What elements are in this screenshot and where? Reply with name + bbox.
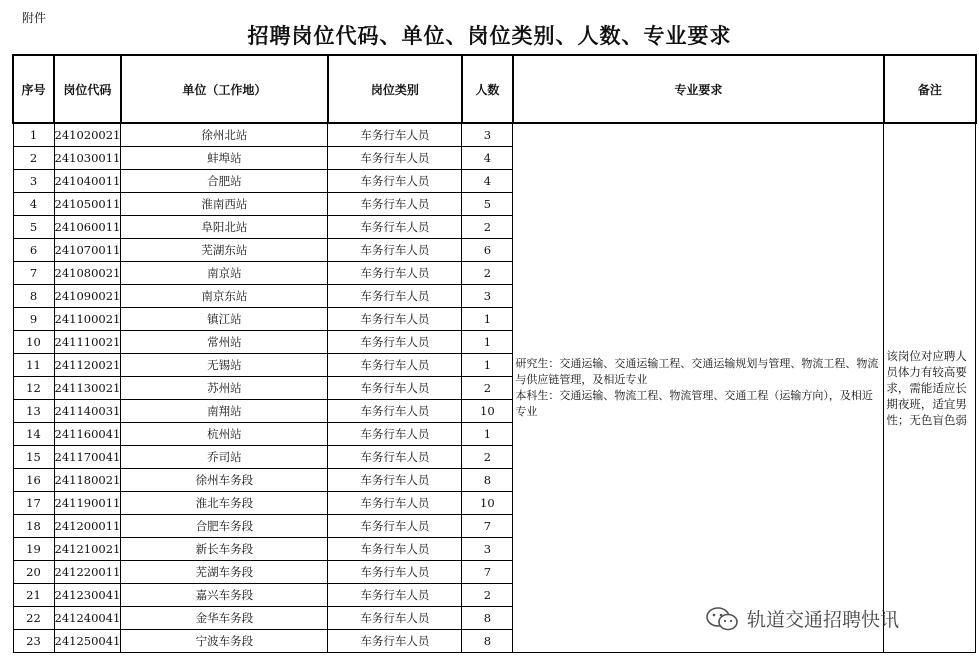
- cell-count: 5: [462, 193, 513, 216]
- cell-code: 241250041: [54, 630, 121, 653]
- cell-count: 2: [462, 262, 513, 285]
- cell-count: 1: [462, 354, 513, 377]
- cell-code: 241030011: [54, 147, 121, 170]
- cell-category: 车务行车人员: [328, 193, 462, 216]
- cell-category: 车务行车人员: [328, 584, 462, 607]
- cell-unit: 南京东站: [121, 285, 328, 308]
- cell-count: 1: [462, 331, 513, 354]
- cell-code: 241210021: [54, 538, 121, 561]
- cell-seq: 21: [13, 584, 54, 607]
- attachment-label: 附件: [22, 11, 47, 25]
- cell-count: 7: [462, 515, 513, 538]
- cell-seq: 3: [13, 170, 54, 193]
- cell-unit: 南京站: [121, 262, 328, 285]
- cell-code: 241020021: [54, 123, 121, 147]
- cell-code: 241240041: [54, 607, 121, 630]
- cell-unit: 芜湖车务段: [121, 561, 328, 584]
- table-header-row: [13, 55, 976, 123]
- cell-count: 2: [462, 377, 513, 400]
- cell-unit: 杭州站: [121, 423, 328, 446]
- cell-code: 241220011: [54, 561, 121, 584]
- cell-category: 车务行车人员: [328, 492, 462, 515]
- watermark-text: 轨道交通招聘快讯: [747, 609, 900, 631]
- cell-seq: 8: [13, 285, 54, 308]
- cell-category: 车务行车人员: [328, 538, 462, 561]
- cell-code: 241230041: [54, 584, 121, 607]
- cell-seq: 12: [13, 377, 54, 400]
- header-category: 岗位类别: [328, 55, 462, 123]
- header-requirement: 专业要求: [513, 55, 884, 123]
- cell-unit: 淮南西站: [121, 193, 328, 216]
- cell-unit: 阜阳北站: [121, 216, 328, 239]
- cell-category: 车务行车人员: [328, 377, 462, 400]
- cell-unit: 常州站: [121, 331, 328, 354]
- table-body: [13, 123, 976, 653]
- cell-count: 4: [462, 170, 513, 193]
- cell-category: 车务行车人员: [328, 354, 462, 377]
- cell-seq: 11: [13, 354, 54, 377]
- cell-category: 车务行车人员: [328, 561, 462, 584]
- cell-count: 7: [462, 561, 513, 584]
- cell-category: 车务行车人员: [328, 170, 462, 193]
- cell-seq: 18: [13, 515, 54, 538]
- cell-unit: 无锡站: [121, 354, 328, 377]
- cell-unit: 金华车务段: [121, 607, 328, 630]
- cell-count: 3: [462, 123, 513, 147]
- cell-count: 8: [462, 630, 513, 653]
- cell-count: 2: [462, 216, 513, 239]
- cell-code: 241080021: [54, 262, 121, 285]
- cell-seq: 16: [13, 469, 54, 492]
- cell-category: 车务行车人员: [328, 423, 462, 446]
- cell-category: 车务行车人员: [328, 147, 462, 170]
- cell-category: 车务行车人员: [328, 262, 462, 285]
- cell-seq: 17: [13, 492, 54, 515]
- cell-unit: 镇江站: [121, 308, 328, 331]
- cell-code: 241180021: [54, 469, 121, 492]
- cell-count: 3: [462, 538, 513, 561]
- cell-seq: 20: [13, 561, 54, 584]
- cell-unit: 蚌埠站: [121, 147, 328, 170]
- cell-unit: 合肥站: [121, 170, 328, 193]
- cell-category: 车务行车人员: [328, 216, 462, 239]
- cell-code: 241110021: [54, 331, 121, 354]
- cell-code: 241070011: [54, 239, 121, 262]
- cell-requirement: 研究生：交通运输、交通运输工程、交通运输规划与管理、物流工程、物流与供应链管理，及相近专业 本科生：交通运输、物流工程、物流管理、交通工程（运输方向），及相近专业: [513, 123, 884, 653]
- header-code: 岗位代码: [54, 55, 121, 123]
- cell-category: 车务行车人员: [328, 331, 462, 354]
- cell-unit: 宁波车务段: [121, 630, 328, 653]
- cell-code: 241160041: [54, 423, 121, 446]
- cell-category: 车务行车人员: [328, 123, 462, 147]
- cell-count: 10: [462, 400, 513, 423]
- cell-code: 241190011: [54, 492, 121, 515]
- cell-unit: 新长车务段: [121, 538, 328, 561]
- cell-code: 241140031: [54, 400, 121, 423]
- cell-unit: 苏州站: [121, 377, 328, 400]
- cell-seq: 14: [13, 423, 54, 446]
- cell-count: 2: [462, 584, 513, 607]
- cell-code: 241120021: [54, 354, 121, 377]
- cell-category: 车务行车人员: [328, 446, 462, 469]
- cell-seq: 4: [13, 193, 54, 216]
- cell-code: 241100021: [54, 308, 121, 331]
- cell-category: 车务行车人员: [328, 308, 462, 331]
- cell-note: 该岗位对应聘人员体力有较高要求，需能适应长期夜班，适宜男性；无色盲色弱: [884, 123, 976, 653]
- cell-seq: 7: [13, 262, 54, 285]
- cell-count: 3: [462, 285, 513, 308]
- header-seq: 序号: [13, 55, 54, 123]
- cell-unit: 徐州车务段: [121, 469, 328, 492]
- cell-seq: 22: [13, 607, 54, 630]
- cell-code: 241090021: [54, 285, 121, 308]
- cell-seq: 13: [13, 400, 54, 423]
- cell-code: 241200011: [54, 515, 121, 538]
- cell-seq: 10: [13, 331, 54, 354]
- cell-seq: 1: [13, 123, 54, 147]
- cell-seq: 2: [13, 147, 54, 170]
- cell-code: 241060011: [54, 216, 121, 239]
- cell-count: 10: [462, 492, 513, 515]
- cell-seq: 15: [13, 446, 54, 469]
- cell-count: 8: [462, 607, 513, 630]
- cell-code: 241040011: [54, 170, 121, 193]
- page-title: 招聘岗位代码、单位、岗位类别、人数、专业要求: [247, 23, 732, 48]
- cell-count: 1: [462, 423, 513, 446]
- cell-count: 2: [462, 446, 513, 469]
- cell-count: 6: [462, 239, 513, 262]
- cell-category: 车务行车人员: [328, 469, 462, 492]
- cell-unit: 嘉兴车务段: [121, 584, 328, 607]
- header-count: 人数: [462, 55, 513, 123]
- cell-category: 车务行车人员: [328, 630, 462, 653]
- header-unit: 单位（工作地）: [121, 55, 328, 123]
- positions-table: [12, 54, 977, 653]
- cell-seq: 6: [13, 239, 54, 262]
- cell-seq: 9: [13, 308, 54, 331]
- cell-seq: 5: [13, 216, 54, 239]
- cell-seq: 23: [13, 630, 54, 653]
- cell-category: 车务行车人员: [328, 285, 462, 308]
- cell-code: 241050011: [54, 193, 121, 216]
- cell-seq: 19: [13, 538, 54, 561]
- cell-count: 4: [462, 147, 513, 170]
- table-row: [13, 123, 976, 147]
- cell-unit: 南翔站: [121, 400, 328, 423]
- cell-category: 车务行车人员: [328, 607, 462, 630]
- cell-unit: 芜湖东站: [121, 239, 328, 262]
- cell-count: 1: [462, 308, 513, 331]
- cell-code: 241170041: [54, 446, 121, 469]
- cell-category: 车务行车人员: [328, 400, 462, 423]
- cell-unit: 徐州北站: [121, 123, 328, 147]
- cell-unit: 淮北车务段: [121, 492, 328, 515]
- cell-code: 241130021: [54, 377, 121, 400]
- cell-category: 车务行车人员: [328, 515, 462, 538]
- cell-unit: 合肥车务段: [121, 515, 328, 538]
- cell-unit: 乔司站: [121, 446, 328, 469]
- cell-category: 车务行车人员: [328, 239, 462, 262]
- cell-count: 8: [462, 469, 513, 492]
- header-note: 备注: [884, 55, 976, 123]
